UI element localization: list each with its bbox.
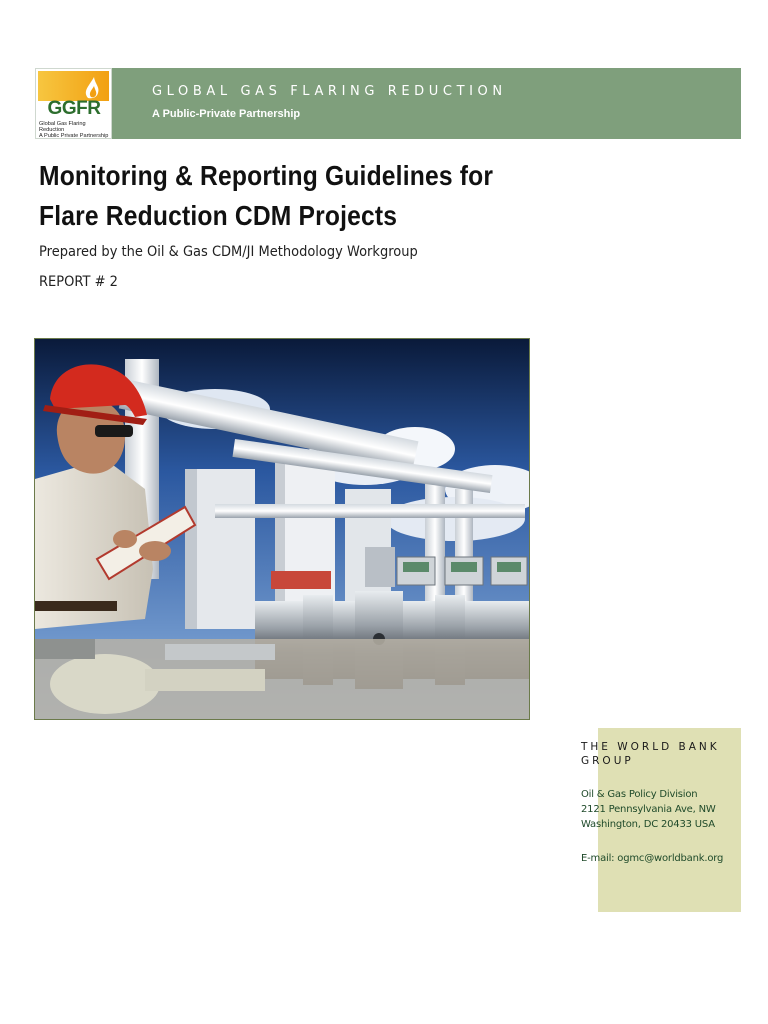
logo-subtitle-line2: A Public Private Partnership [39, 133, 109, 139]
division-name: Oil & Gas Policy Division [581, 789, 698, 800]
logo-letters: GGFR [47, 98, 101, 119]
address-line2: Washington, DC 20433 USA [581, 819, 715, 830]
address-line1: 2121 Pennsylvania Ave, NW [581, 804, 716, 815]
world-bank-title [581, 740, 731, 768]
world-bank-title-line1: THE WORLD BANK [581, 741, 720, 753]
report-number: REPORT # 2 [39, 274, 118, 290]
banner-title: GLOBAL GAS FLARING REDUCTION [152, 84, 507, 99]
banner-subtitle: A Public-Private Partnership [152, 108, 301, 120]
document-title-line1: Monitoring & Reporting Guidelines for [39, 160, 494, 191]
world-bank-title-line2: GROUP [581, 755, 634, 767]
logo-subtitle-line1: Global Gas Flaring Reduction [39, 121, 86, 133]
document-title [39, 156, 532, 236]
logo-subtitle [39, 121, 111, 139]
document-title-line2: Flare Reduction CDM Projects [39, 200, 398, 231]
prepared-by: Prepared by the Oil & Gas CDM/JI Methodology Workgroup [39, 244, 418, 260]
industrial-gas-facility-photo [35, 339, 529, 719]
contact-email[interactable]: E-mail: ogmc@worldbank.org [581, 853, 724, 864]
flame-icon [38, 71, 109, 101]
ggfr-logo [35, 68, 112, 139]
header-banner [35, 68, 741, 139]
cover-photo [34, 338, 530, 720]
